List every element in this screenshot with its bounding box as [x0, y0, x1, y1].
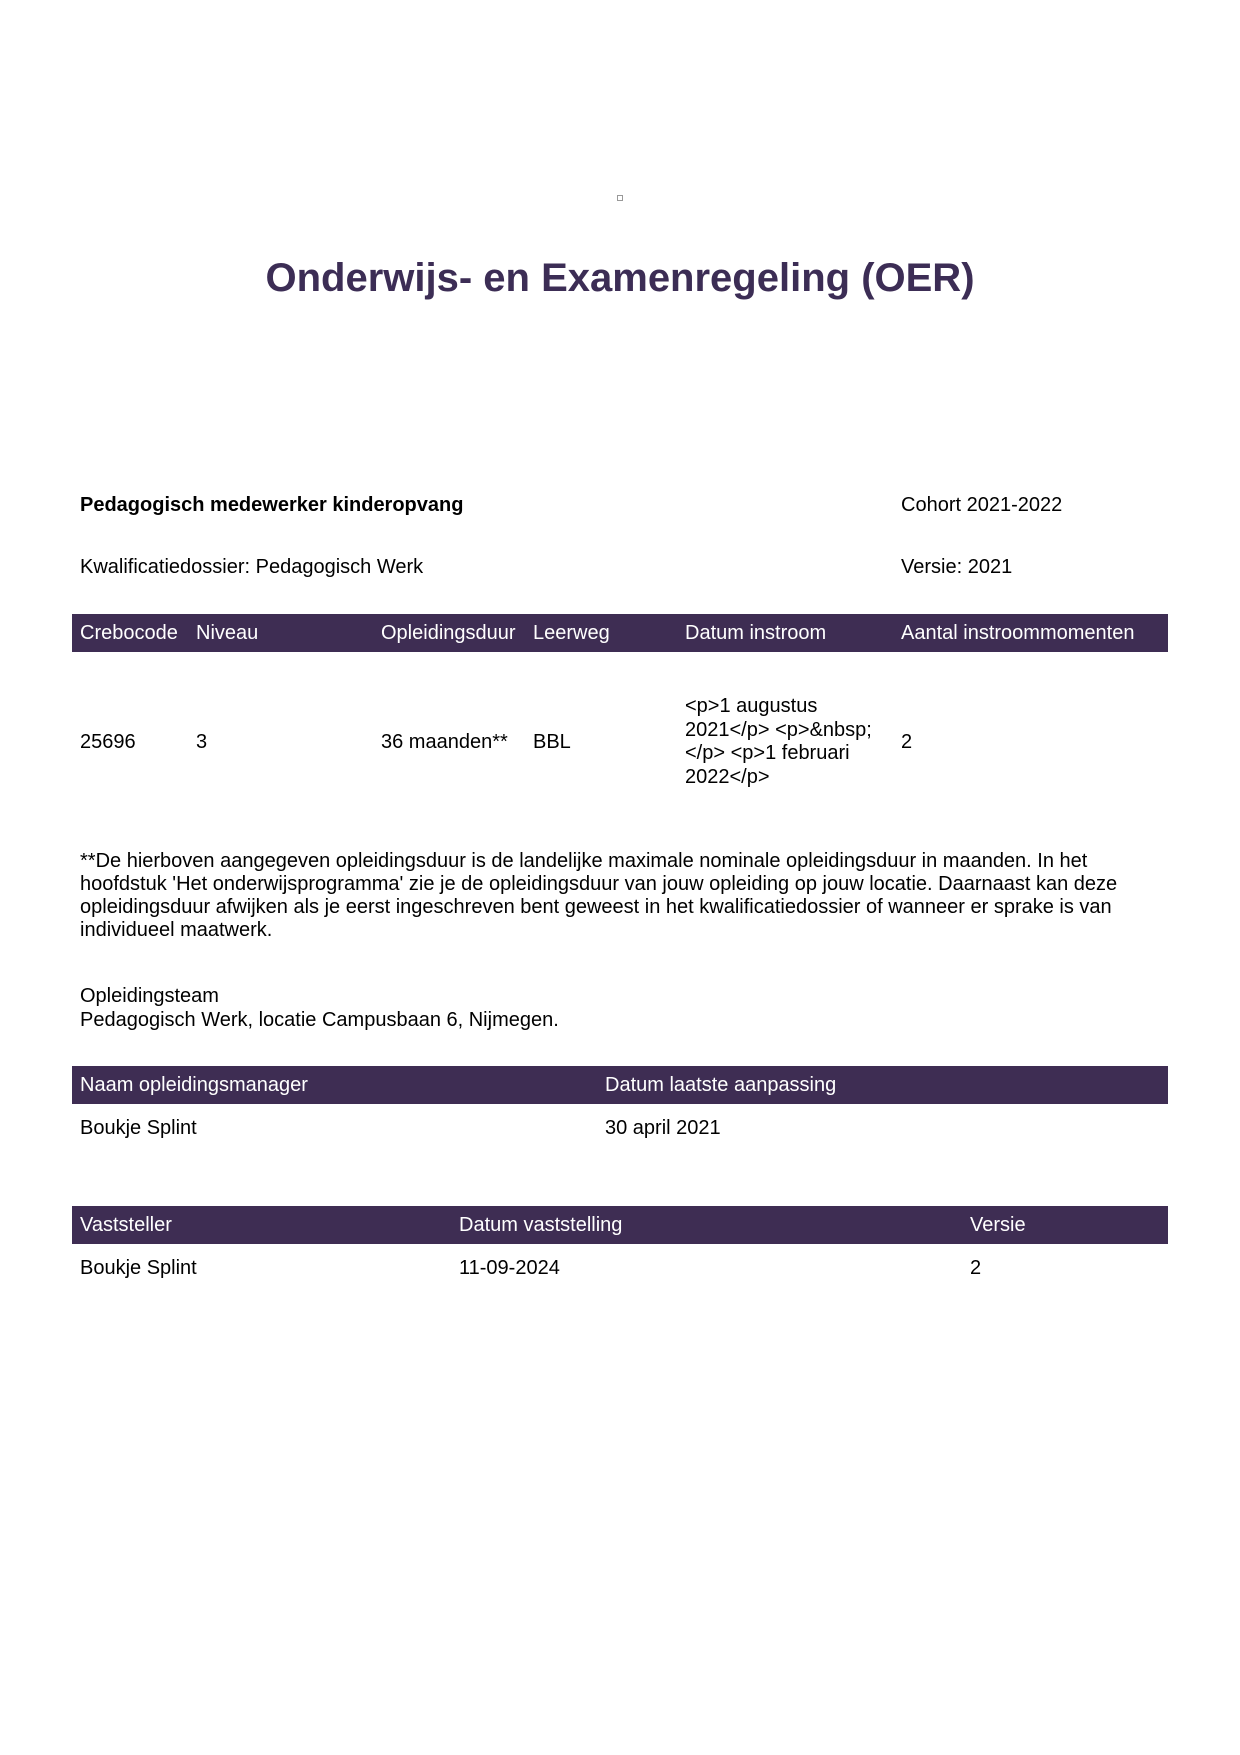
document-title: Onderwijs- en Examenregeling (OER)	[265, 256, 975, 300]
header-naam-opleidingsmanager: Naam opleidingsmanager	[80, 1074, 308, 1096]
cell-opleidingsduur: 36 maanden**	[381, 731, 508, 753]
manager-table-header	[72, 1066, 1168, 1104]
header-opleidingsduur: Opleidingsduur	[381, 622, 516, 644]
header-leerweg: Leerweg	[533, 622, 610, 644]
header-versie: Versie	[970, 1214, 1026, 1236]
header-aantal-instroommomenten: Aantal instroommomenten	[901, 622, 1135, 644]
vaststelling-table-header	[72, 1206, 1168, 1244]
cell-niveau: 3	[196, 731, 208, 753]
header-datum-instroom: Datum instroom	[685, 622, 827, 644]
qualification-dossier: Kwalificatiedossier: Pedagogisch Werk	[80, 556, 424, 578]
cell-aantal-instroommomenten: 2	[901, 731, 913, 753]
cell-datum-vaststelling: 11-09-2024	[459, 1257, 560, 1279]
duration-footnote: **De hierboven aangegeven opleidingsduur is de landelijke maximale nominale opleidingsduur in maanden. In het hoofdstuk 'Het onderwijsprogramma' zie je de opleidingsduur van jouw opleiding op jouw locatie. Daarnaast kan deze opleidingsduur afwijken als je eerst ingeschreven bent geweest in het kwalificatiedossier of wanneer er sprake is van individueel maatwerk.	[80, 850, 1118, 941]
team-label: Opleidingsteam	[80, 985, 219, 1007]
cell-leerweg: BBL	[533, 731, 571, 753]
cell-versie: 2	[970, 1257, 982, 1279]
cell-last-modified: 30 april 2021	[605, 1117, 721, 1139]
header-datum-vaststelling: Datum vaststelling	[459, 1214, 623, 1236]
header-crebocode: Crebocode	[80, 622, 178, 644]
cell-crebocode: 25696	[80, 731, 136, 753]
header-niveau: Niveau	[196, 622, 259, 644]
program-table-header	[72, 614, 1168, 652]
version-label: Versie: 2021	[901, 556, 1013, 578]
program-name: Pedagogisch medewerker kinderopvang	[80, 494, 464, 516]
cell-datum-instroom: <p>1 augustus 2021</p> <p>&nbsp;</p> <p>1 februari 2022</p>	[685, 695, 872, 788]
team-location: Pedagogisch Werk, locatie Campusbaan 6, Nijmegen.	[80, 1009, 559, 1031]
cell-vaststeller: Boukje Splint	[80, 1257, 197, 1279]
logo-placeholder-icon	[617, 195, 623, 201]
cell-manager-name: Boukje Splint	[80, 1117, 197, 1139]
cohort-label: Cohort 2021-2022	[901, 494, 1063, 516]
header-vaststeller: Vaststeller	[80, 1214, 172, 1236]
header-datum-laatste-aanpassing: Datum laatste aanpassing	[605, 1074, 837, 1096]
